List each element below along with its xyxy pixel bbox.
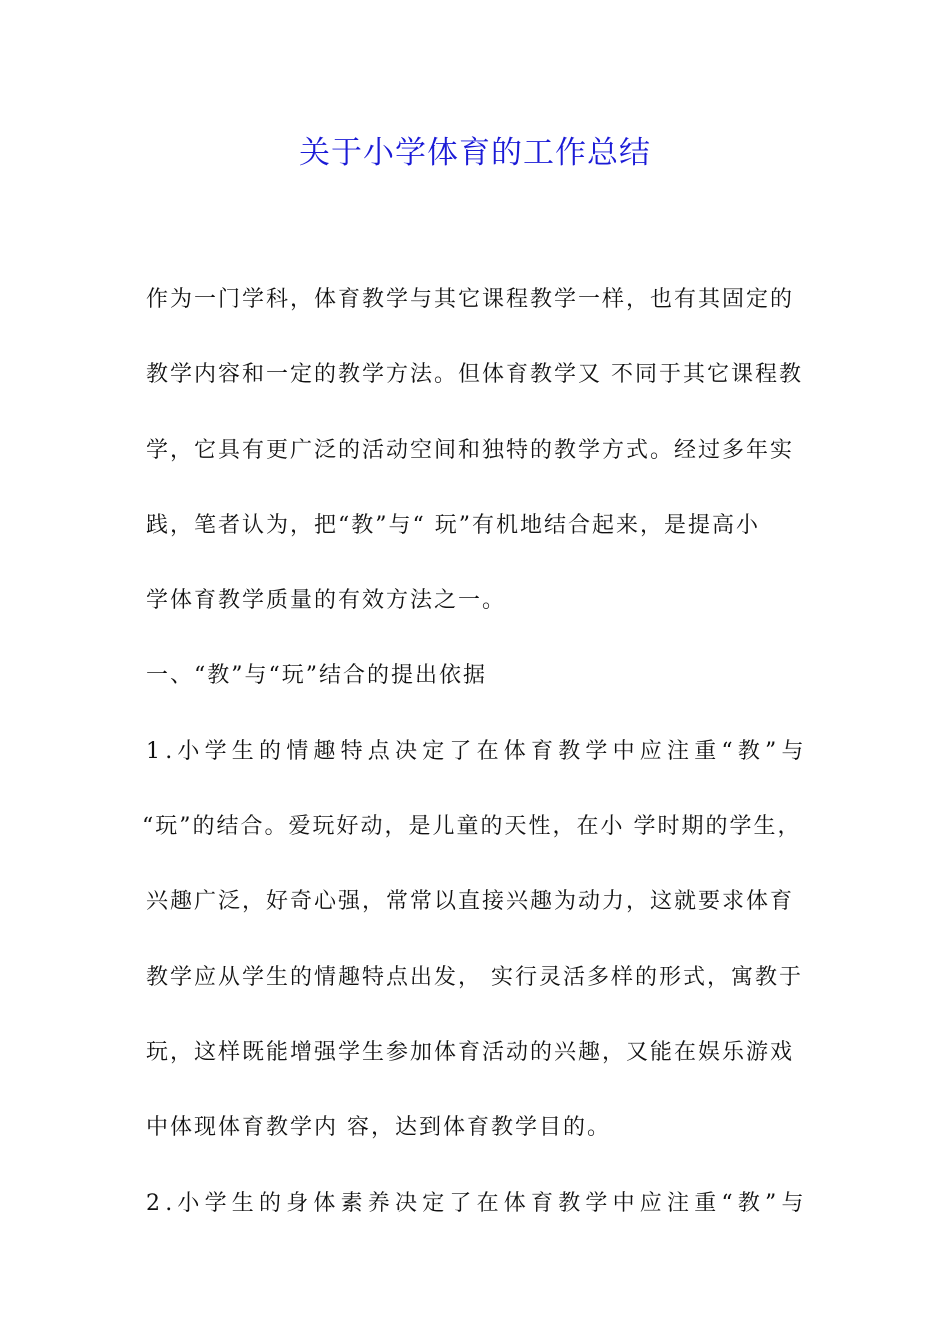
paragraph-line: 作为一门学科，体育教学与其它课程教学一样，也有其固定的 — [146, 287, 795, 312]
paragraph-line: 教学应从学生的情趣特点出发， 实行灵活多样的形式，寓教于 — [146, 964, 803, 990]
paragraph-line: 学体育教学质量的有效方法之一。 — [146, 588, 507, 614]
paragraph-line: 2.小学生的身体素养决定了在体育教学中应注重“教”与 — [146, 1190, 809, 1216]
paragraph-line: 玩，这样既能增强学生参加体育活动的兴趣，又能在娱乐游戏 — [146, 1039, 795, 1065]
paragraph-line: 中体现体育教学内 容，达到体育教学目的。 — [146, 1115, 611, 1141]
paragraph-line: 兴趣广泛，好奇心强，常常以直接兴趣为动力，这就要求体育 — [146, 889, 795, 915]
paragraph-line: 教学内容和一定的教学方法。但体育教学又 不同于其它课程教 — [146, 362, 803, 388]
section-heading: 一、“教”与“玩”结合的提出依据 — [146, 663, 487, 689]
paragraph-line: 践，笔者认为，把“教”与“ 玩”有机地结合起来，是提高小 — [146, 512, 760, 538]
document-title: 关于小学体育的工作总结 — [299, 135, 651, 171]
document-body — [142, 262, 816, 1241]
paragraph-line: “玩”的结合。爱玩好动，是儿童的天性，在小 学时期的学生， — [142, 814, 802, 840]
paragraph-line: 1.小学生的情趣特点决定了在体育教学中应注重“教”与 — [146, 738, 809, 764]
paragraph-line: 学，它具有更广泛的活动空间和独特的教学方式。经过多年实 — [146, 437, 795, 463]
